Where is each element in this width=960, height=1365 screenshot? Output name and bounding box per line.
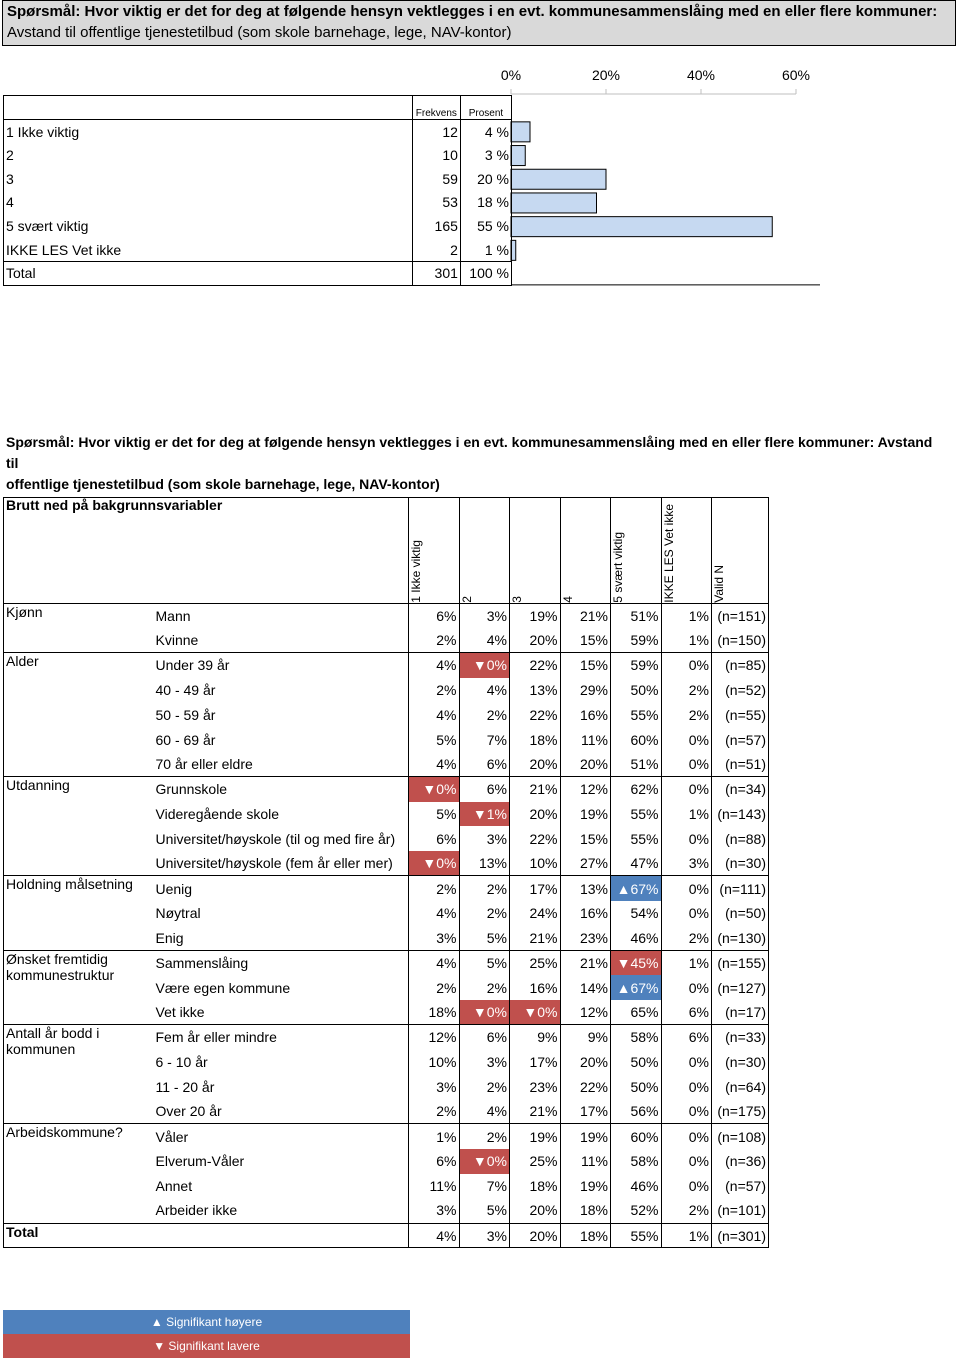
breakdown-cell: (n=50) [712, 901, 769, 926]
breakdown-cell: 5% [409, 727, 460, 752]
breakdown-row-label: Universitet/høyskole (til og med fire år) [155, 830, 396, 847]
summary-row-freq: 2 [412, 238, 460, 262]
breakdown-cell: 4% [409, 1223, 460, 1248]
breakdown-row-label: Annet [155, 1177, 193, 1194]
breakdown-cell: (n=151) [712, 603, 769, 628]
breakdown-cell: 3% [409, 926, 460, 951]
breakdown-cell: (n=55) [712, 702, 769, 727]
summary-row-pct: 18 % [460, 191, 511, 215]
summary-row-pct: 3 % [460, 143, 511, 167]
breakdown-cell: 20% [510, 1198, 561, 1223]
breakdown-cell: 4% [409, 950, 460, 975]
breakdown-group-label: Holdning målsetning [4, 876, 154, 950]
breakdown-cell: 55% [611, 1223, 662, 1248]
summary-row-pct: 20 % [460, 167, 511, 191]
breakdown-cell: 4% [409, 752, 460, 777]
breakdown-row-label: Fem år eller mindre [154, 1025, 409, 1050]
summary-row-label: 2 [4, 143, 413, 167]
breakdown-cell: 6% [661, 1000, 712, 1025]
breakdown-column-header [409, 498, 460, 604]
breakdown-row-label: Videregående skole [155, 805, 280, 822]
breakdown-row-label: Nøytral [155, 905, 201, 922]
breakdown-cell: (n=155) [712, 950, 769, 975]
breakdown-cell: 20% [560, 752, 611, 777]
breakdown-cell: 6% [459, 1025, 510, 1050]
breakdown-row-label: Grunnskole [154, 777, 409, 802]
breakdown-cell: 54% [611, 901, 662, 926]
breakdown-cell: 4% [409, 653, 460, 678]
breakdown-cell: ▼0% [409, 851, 460, 876]
breakdown-row [4, 1025, 769, 1050]
summary-total-label: Total [4, 262, 413, 286]
breakdown-cell: 27% [560, 851, 611, 876]
breakdown-cell: 7% [459, 727, 510, 752]
breakdown-cell: 1% [661, 950, 712, 975]
breakdown-cell: 2% [661, 1198, 712, 1223]
breakdown-cell: ▼0% [409, 777, 460, 802]
breakdown-row [4, 950, 769, 975]
breakdown-cell: (n=30) [712, 851, 769, 876]
breakdown-cell: 7% [459, 1174, 510, 1199]
breakdown-cell: (n=34) [712, 777, 769, 802]
breakdown-cell: 0% [661, 876, 712, 901]
breakdown-column-header [510, 498, 561, 604]
legend-significant-lower: ▼ Signifikant lavere [3, 1334, 410, 1358]
breakdown-cell: 19% [560, 1174, 611, 1199]
breakdown-cell: 23% [510, 1074, 561, 1099]
breakdown-cell: 1% [661, 802, 712, 827]
breakdown-row-label: Være egen kommune [155, 979, 291, 996]
breakdown-cell: 11% [560, 727, 611, 752]
breakdown-row [4, 653, 769, 678]
breakdown-cell: (n=57) [712, 727, 769, 752]
x-tick-label: 60% [781, 67, 811, 83]
bar [511, 146, 525, 166]
breakdown-row-label: Kvinne [155, 632, 199, 649]
breakdown-cell: 6% [409, 1149, 460, 1174]
question-title-line1: Spørsmål: Hvor viktig er det for deg at følgende hensyn vektlegges i en evt. kommunesammenslåing med en eller flere kommuner: [7, 3, 938, 20]
summary-row-label: 3 [4, 167, 413, 191]
breakdown-cell: 20% [510, 1223, 561, 1248]
breakdown-cell: 6% [459, 752, 510, 777]
breakdown-cell: 20% [510, 802, 561, 827]
breakdown-cell: 1% [661, 1223, 712, 1248]
summary-total-freq: 301 [412, 262, 460, 286]
breakdown-row [4, 876, 769, 901]
breakdown-cell: 13% [560, 876, 611, 901]
breakdown-cell: 0% [661, 1124, 712, 1149]
breakdown-cell: 2% [459, 876, 510, 901]
bar [511, 217, 772, 237]
breakdown-cell: 1% [409, 1124, 460, 1149]
breakdown-header-empty [4, 498, 154, 604]
breakdown-cell: 52% [611, 1198, 662, 1223]
breakdown-cell: 3% [459, 1223, 510, 1248]
bar [511, 122, 530, 142]
breakdown-cell: 2% [661, 702, 712, 727]
bar [511, 169, 606, 189]
breakdown-cell: ▼0% [510, 1000, 561, 1025]
breakdown-cell: 5% [459, 926, 510, 951]
breakdown-cell: 0% [661, 1050, 712, 1075]
summary-row [4, 120, 512, 144]
breakdown-cell: 17% [510, 876, 561, 901]
breakdown-cell: 6% [409, 603, 460, 628]
breakdown-column-label: IKKE LES Vet ikke [661, 504, 676, 603]
breakdown-cell: ▼45% [611, 950, 662, 975]
breakdown-cell: 0% [661, 1149, 712, 1174]
breakdown-column-header [560, 498, 611, 604]
breakdown-group-label: Utdanning [4, 777, 154, 876]
breakdown-cell: (n=36) [712, 1149, 769, 1174]
breakdown-row-label: 40 - 49 år [155, 682, 216, 698]
breakdown-cell: 60% [611, 1124, 662, 1149]
breakdown-row-label: 11 - 20 år [155, 1078, 215, 1095]
breakdown-cell: (n=150) [712, 628, 769, 653]
summary-row [4, 214, 512, 238]
breakdown-cell: 1% [661, 603, 712, 628]
breakdown-cell: 3% [459, 1050, 510, 1075]
breakdown-cell: 58% [611, 1149, 662, 1174]
breakdown-cell: 21% [510, 777, 561, 802]
breakdown-cell: 0% [661, 1174, 712, 1199]
breakdown-cell: 21% [510, 926, 561, 951]
summary-row-freq: 10 [412, 143, 460, 167]
breakdown-cell: 4% [409, 901, 460, 926]
breakdown-cell: 0% [661, 777, 712, 802]
breakdown-cell: 1% [661, 628, 712, 653]
x-tick-label: 40% [686, 67, 716, 83]
breakdown-cell: 59% [611, 653, 662, 678]
breakdown-cell: 2% [661, 678, 712, 703]
summary-row-pct: 55 % [460, 214, 511, 238]
breakdown-cell: 56% [611, 1099, 662, 1124]
breakdown-cell: 47% [611, 851, 662, 876]
breakdown-cell: 17% [510, 1050, 561, 1075]
question-title-line2: Avstand til offentlige tjenestetilbud (som skole barnehage, lege, NAV-kontor) [7, 24, 512, 41]
breakdown-row-label: Sammenslåing [154, 950, 409, 975]
summary-row-freq: 59 [412, 167, 460, 191]
breakdown-cell: 55% [611, 702, 662, 727]
summary-row [4, 191, 512, 215]
breakdown-total-row [4, 1223, 769, 1248]
breakdown-column-label: 3 [510, 596, 524, 603]
breakdown-cell: 50% [611, 1074, 662, 1099]
breakdown-cell: 18% [409, 1000, 460, 1025]
breakdown-cell: 0% [661, 901, 712, 926]
breakdown-cell: 6% [409, 826, 460, 851]
breakdown-cell: 15% [560, 653, 611, 678]
summary-row-label: IKKE LES Vet ikke [4, 238, 413, 262]
breakdown-cell: 20% [560, 1050, 611, 1075]
breakdown-cell: 51% [611, 603, 662, 628]
breakdown-cell: 15% [560, 628, 611, 653]
breakdown-cell: 19% [560, 802, 611, 827]
breakdown-cell: 2% [459, 702, 510, 727]
breakdown-cell: 14% [560, 975, 611, 1000]
breakdown-cell: 58% [611, 1025, 662, 1050]
breakdown-cell: 17% [560, 1099, 611, 1124]
breakdown-cell: 20% [510, 628, 561, 653]
summary-total-row [4, 262, 512, 286]
breakdown-cell: 0% [661, 826, 712, 851]
breakdown-cell: 0% [661, 975, 712, 1000]
legend-significant-higher: ▲ Signifikant høyere [3, 1310, 410, 1334]
breakdown-column-label: Valid N [712, 564, 726, 603]
question-title [2, 0, 956, 46]
breakdown-cell: 12% [409, 1025, 460, 1050]
breakdown-cell: (n=33) [712, 1025, 769, 1050]
breakdown-table [3, 497, 769, 1248]
breakdown-group-label: Kjønn [4, 603, 154, 653]
breakdown-cell: (n=108) [712, 1124, 769, 1149]
breakdown-cell: 46% [611, 926, 662, 951]
breakdown-cell: 46% [611, 1174, 662, 1199]
breakdown-total-spacer [154, 1223, 409, 1248]
breakdown-row-label: 70 år eller eldre [155, 756, 253, 773]
breakdown-cell: (n=51) [712, 752, 769, 777]
breakdown-cell: 0% [661, 727, 712, 752]
breakdown-cell: 4% [459, 678, 510, 703]
breakdown-row-label: Uenig [154, 876, 409, 901]
breakdown-cell: 9% [510, 1025, 561, 1050]
breakdown-cell: 15% [560, 826, 611, 851]
breakdown-cell: 65% [611, 1000, 662, 1025]
summary-row-freq: 53 [412, 191, 460, 215]
breakdown-cell: (n=301) [712, 1223, 769, 1248]
breakdown-cell: 11% [409, 1174, 460, 1199]
breakdown-cell: ▼0% [459, 1149, 510, 1174]
breakdown-row-label: Over 20 år [155, 1103, 222, 1120]
breakdown-column-header [661, 498, 712, 604]
breakdown-cell: (n=85) [712, 653, 769, 678]
breakdown-cell: 2% [459, 1074, 510, 1099]
breakdown-cell: 2% [409, 678, 460, 703]
breakdown-cell: 12% [560, 1000, 611, 1025]
bar [511, 193, 597, 213]
breakdown-cell: 0% [661, 1074, 712, 1099]
breakdown-cell: 21% [560, 603, 611, 628]
breakdown-cell: 3% [459, 603, 510, 628]
breakdown-cell: 20% [510, 752, 561, 777]
breakdown-row-label: Universitet/høyskole (fem år eller mer) [155, 855, 393, 872]
breakdown-row-label: Elverum-Våler [155, 1153, 245, 1170]
breakdown-row-label: 50 - 59 år [155, 706, 216, 723]
breakdown-row-label: Mann [154, 603, 409, 628]
summary-row-pct: 1 % [460, 238, 511, 262]
breakdown-cell: 22% [510, 702, 561, 727]
breakdown-row [4, 603, 769, 628]
breakdown-cell: 3% [409, 1198, 460, 1223]
breakdown-cell: 3% [661, 851, 712, 876]
breakdown-title-line1: Spørsmål: Hvor viktig er det for deg at følgende hensyn vektlegges i en evt. kommunesammenslåing med en eller flere kommuner: Avstand til [6, 434, 933, 471]
frequency-bar-chart [480, 60, 840, 290]
breakdown-title-line3: Brutt ned på bakgrunnsvariabler [6, 497, 223, 513]
breakdown-column-label: 1 Ikke viktig [409, 540, 423, 603]
breakdown-cell: 0% [661, 1099, 712, 1124]
breakdown-cell: 5% [459, 1198, 510, 1223]
breakdown-cell: ▼1% [459, 802, 510, 827]
summary-row [4, 143, 512, 167]
breakdown-cell: 3% [409, 1074, 460, 1099]
breakdown-cell: (n=111) [712, 876, 769, 901]
breakdown-cell: 10% [409, 1050, 460, 1075]
breakdown-cell: 25% [510, 1149, 561, 1174]
breakdown-cell: 60% [611, 727, 662, 752]
breakdown-cell: (n=143) [712, 802, 769, 827]
breakdown-cell: 18% [560, 1223, 611, 1248]
summary-row-pct: 4 % [460, 120, 511, 144]
summary-row-freq: 165 [412, 214, 460, 238]
breakdown-header-row [4, 498, 769, 604]
breakdown-cell: 18% [510, 1174, 561, 1199]
breakdown-cell: 5% [409, 802, 460, 827]
breakdown-cell: 0% [661, 752, 712, 777]
breakdown-cell: 50% [611, 1050, 662, 1075]
breakdown-header-empty [154, 498, 409, 604]
summary-total-pct: 100 % [460, 262, 511, 286]
summary-header-freq: Frekvens [412, 96, 460, 120]
breakdown-cell: (n=88) [712, 826, 769, 851]
breakdown-cell: (n=101) [712, 1198, 769, 1223]
breakdown-cell: (n=57) [712, 1174, 769, 1199]
breakdown-cell: 2% [409, 1099, 460, 1124]
breakdown-cell: 51% [611, 752, 662, 777]
breakdown-column-label: 2 [459, 596, 474, 603]
breakdown-cell: 16% [560, 901, 611, 926]
breakdown-cell: 25% [510, 950, 561, 975]
breakdown-cell: 29% [560, 678, 611, 703]
breakdown-cell: 13% [510, 678, 561, 703]
breakdown-cell: ▲67% [611, 876, 662, 901]
breakdown-row [4, 777, 769, 802]
breakdown-column-label: 4 [560, 596, 575, 603]
breakdown-group-label: Arbeidskommune? [4, 1124, 154, 1223]
breakdown-cell: 24% [510, 901, 561, 926]
breakdown-cell: 22% [510, 653, 561, 678]
breakdown-cell: 21% [510, 1099, 561, 1124]
breakdown-cell: 19% [510, 1124, 561, 1149]
breakdown-cell: 2% [409, 628, 460, 653]
breakdown-column-label: 5 svært viktig [611, 532, 625, 603]
breakdown-cell: 16% [510, 975, 561, 1000]
breakdown-cell: (n=17) [712, 1000, 769, 1025]
breakdown-cell: 22% [510, 826, 561, 851]
breakdown-cell: 2% [409, 975, 460, 1000]
breakdown-cell: 19% [510, 603, 561, 628]
breakdown-cell: 4% [459, 1099, 510, 1124]
breakdown-cell: 4% [409, 702, 460, 727]
breakdown-cell: ▲67% [611, 975, 662, 1000]
breakdown-cell: (n=52) [712, 678, 769, 703]
x-tick-label: 20% [591, 67, 621, 83]
summary-row-label: 5 svært viktig [4, 214, 413, 238]
breakdown-cell: 11% [560, 1149, 611, 1174]
breakdown-cell: 2% [661, 926, 712, 951]
breakdown-row-label: 60 - 69 år [155, 731, 216, 748]
breakdown-row-label: Enig [155, 929, 184, 946]
breakdown-cell: (n=130) [712, 926, 769, 951]
breakdown-cell: 19% [560, 1124, 611, 1149]
breakdown-cell: 13% [459, 851, 510, 876]
summary-row-freq: 12 [412, 120, 460, 144]
breakdown-cell: 5% [459, 950, 510, 975]
frequency-table [3, 95, 512, 286]
summary-header-label [4, 96, 413, 120]
breakdown-cell: 55% [611, 826, 662, 851]
breakdown-cell: 23% [560, 926, 611, 951]
breakdown-row-label: Under 39 år [154, 653, 409, 678]
breakdown-row-label: Vet ikke [155, 1004, 205, 1021]
breakdown-column-header [712, 498, 769, 604]
breakdown-cell: 3% [459, 826, 510, 851]
breakdown-cell: 6% [459, 777, 510, 802]
breakdown-cell: 2% [459, 1124, 510, 1149]
breakdown-row-label: 6 - 10 år [155, 1053, 208, 1070]
breakdown-cell: ▼0% [459, 653, 510, 678]
breakdown-cell: (n=175) [712, 1099, 769, 1124]
breakdown-cell: 21% [560, 950, 611, 975]
summary-row [4, 167, 512, 191]
breakdown-row-label: Arbeider ikke [155, 1202, 238, 1219]
breakdown-cell: (n=64) [712, 1074, 769, 1099]
breakdown-cell: 18% [560, 1198, 611, 1223]
breakdown-cell: 12% [560, 777, 611, 802]
breakdown-cell: 10% [510, 851, 561, 876]
x-tick-label: 0% [500, 67, 522, 83]
breakdown-cell: 50% [611, 678, 662, 703]
breakdown-cell: (n=30) [712, 1050, 769, 1075]
breakdown-cell: 4% [459, 628, 510, 653]
breakdown-cell: 9% [560, 1025, 611, 1050]
breakdown-cell: 18% [510, 727, 561, 752]
breakdown-cell: 2% [459, 975, 510, 1000]
breakdown-cell: 55% [611, 802, 662, 827]
breakdown-cell: 2% [409, 876, 460, 901]
breakdown-row [4, 1124, 769, 1149]
breakdown-column-header [611, 498, 662, 604]
breakdown-cell: 6% [661, 1025, 712, 1050]
breakdown-total-label: Total [4, 1223, 154, 1248]
summary-row-label: 4 [4, 191, 413, 215]
breakdown-cell: 22% [560, 1074, 611, 1099]
breakdown-cell: 62% [611, 777, 662, 802]
breakdown-cell: 59% [611, 628, 662, 653]
breakdown-row-label: Våler [154, 1124, 409, 1149]
summary-header-pct: Prosent [460, 96, 511, 120]
breakdown-group-label: Antall år bodd i kommunen [4, 1025, 154, 1124]
breakdown-group-label: Ønsket fremtidig kommunestruktur [4, 950, 154, 1024]
breakdown-title-line2: offentlige tjenestetilbud (som skole barnehage, lege, NAV-kontor) [6, 476, 440, 492]
breakdown-group-label: Alder [4, 653, 154, 777]
summary-row [4, 238, 512, 262]
summary-row-label: 1 Ikke viktig [4, 120, 413, 144]
breakdown-cell: 2% [459, 901, 510, 926]
breakdown-cell: ▼0% [459, 1000, 510, 1025]
breakdown-cell: (n=127) [712, 975, 769, 1000]
breakdown-cell: 0% [661, 653, 712, 678]
breakdown-cell: 16% [560, 702, 611, 727]
breakdown-column-header [459, 498, 510, 604]
